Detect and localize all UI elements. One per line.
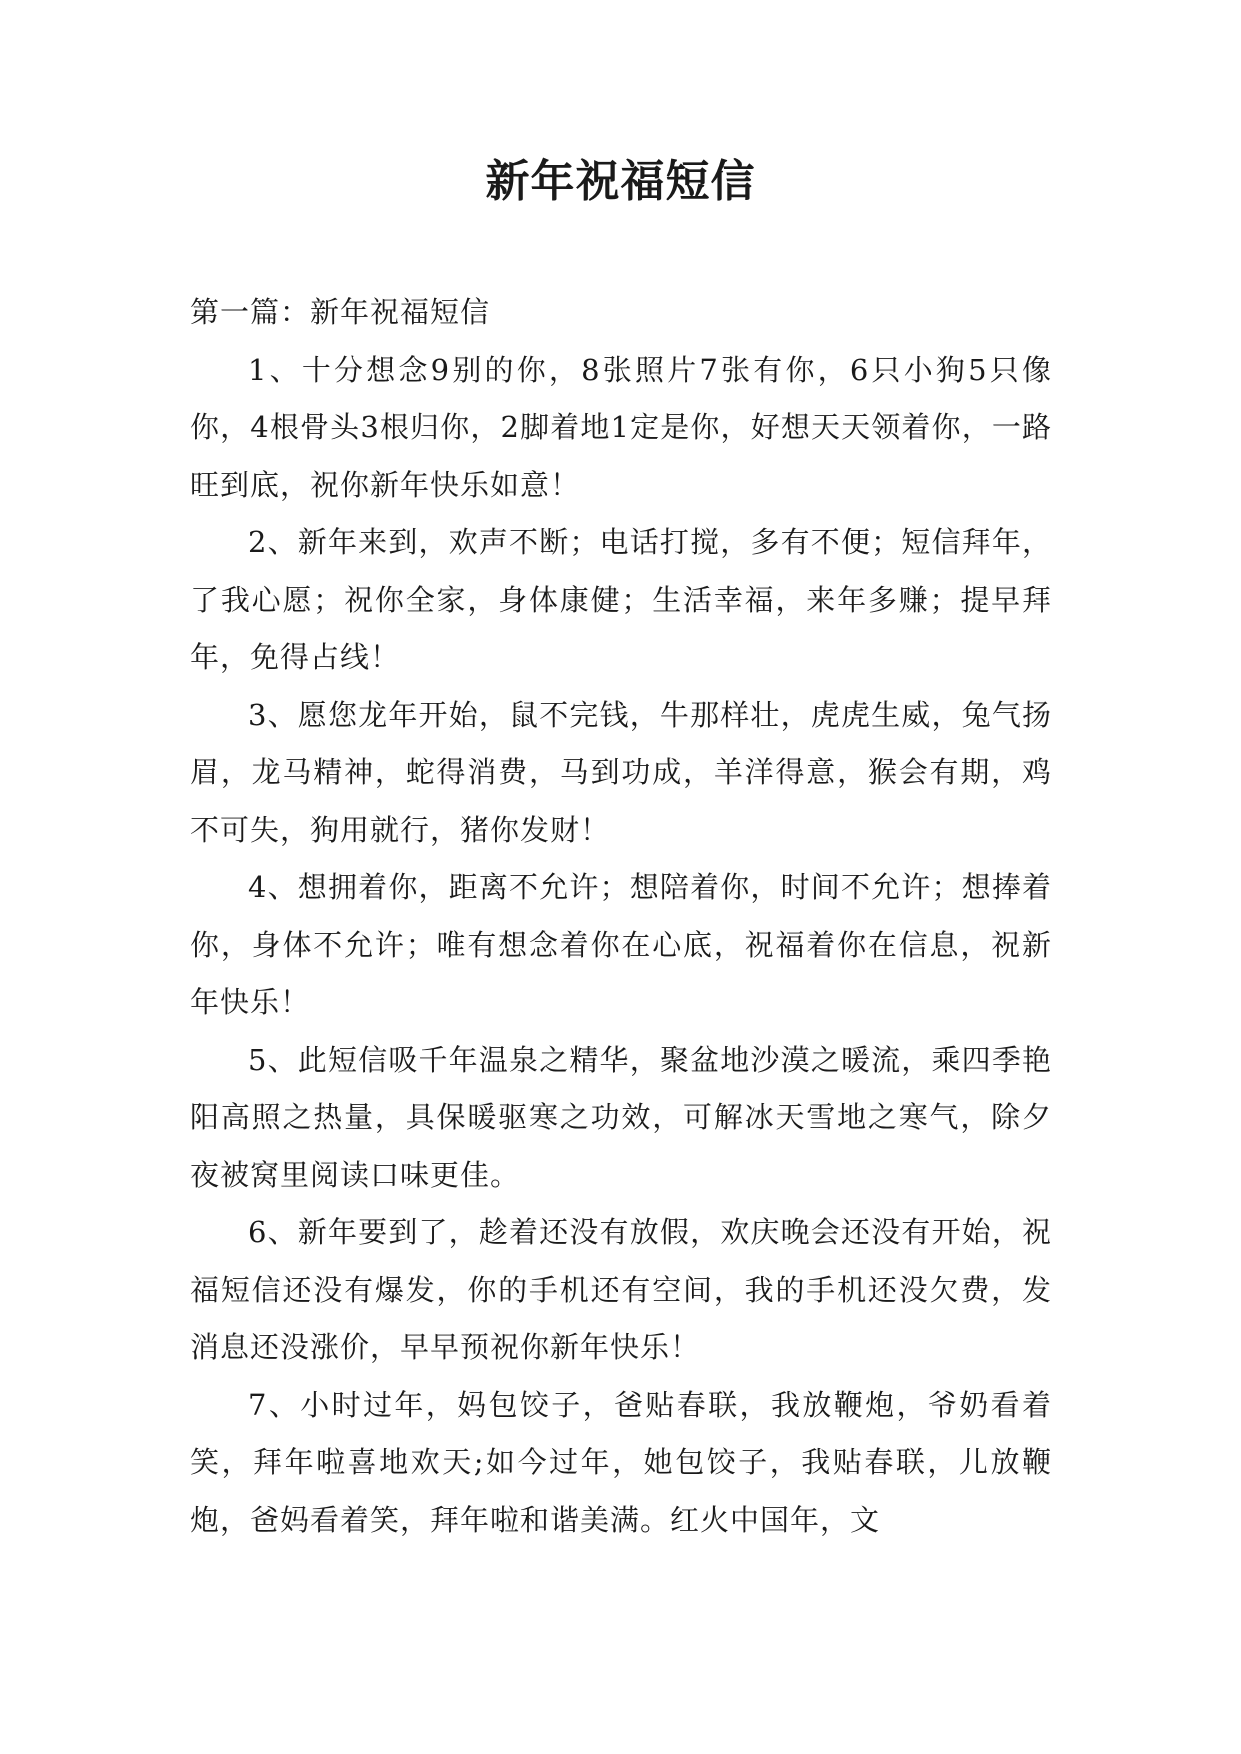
paragraph-5: 5、此短信吸千年温泉之精华，聚盆地沙漠之暖流，乘四季艳阳高照之热量，具保暖驱寒之功效，可解冰天雪地之寒气，除夕夜被窝里阅读口味更佳。	[190, 1042, 1052, 1192]
section-heading: 第一篇：新年祝福短信	[190, 295, 491, 329]
paragraph-6: 6、新年要到了，趁着还没有放假，欢庆晚会还没有开始，祝福短信还没有爆发，你的手机还有空间，我的手机还没欠费，发消息还没涨价，早早预祝你新年快乐！	[190, 1215, 1052, 1364]
paragraph-7: 7、小时过年，妈包饺子，爸贴春联，我放鞭炮，爷奶看着笑，拜年啦喜地欢天;如今过年，她包饺子，我贴春联，儿放鞭炮，爸妈看着笑，拜年啦和谐美满。红火中国年，文	[190, 1387, 1052, 1537]
paragraph-1: 1、十分想念9别的你，8张照片7张有你，6只小狗5只像你，4根骨头3根归你，2脚着地1定是你，好想天天领着你，一路旺到底，祝你新年快乐如意！	[190, 352, 1052, 502]
paragraph-2: 2、新年来到，欢声不断；电话打搅，多有不便；短信拜年，了我心愿；祝你全家，身体康健；生活幸福，来年多赚；提早拜年，免得占线！	[190, 525, 1052, 674]
paragraph-3: 3、愿您龙年开始，鼠不完钱，牛那样壮，虎虎生威，兔气扬眉，龙马精神，蛇得消费，马到功成，羊洋得意，猴会有期，鸡不可失，狗用就行，猪你发财！	[190, 697, 1052, 847]
paragraph-4: 4、想拥着你，距离不允许；想陪着你，时间不允许；想捧着你，身体不允许；唯有想念着你在心底，祝福着你在信息，祝新年快乐！	[190, 870, 1052, 1019]
document-body	[190, 284, 1052, 1549]
document-title: 新年祝福短信	[485, 156, 756, 207]
